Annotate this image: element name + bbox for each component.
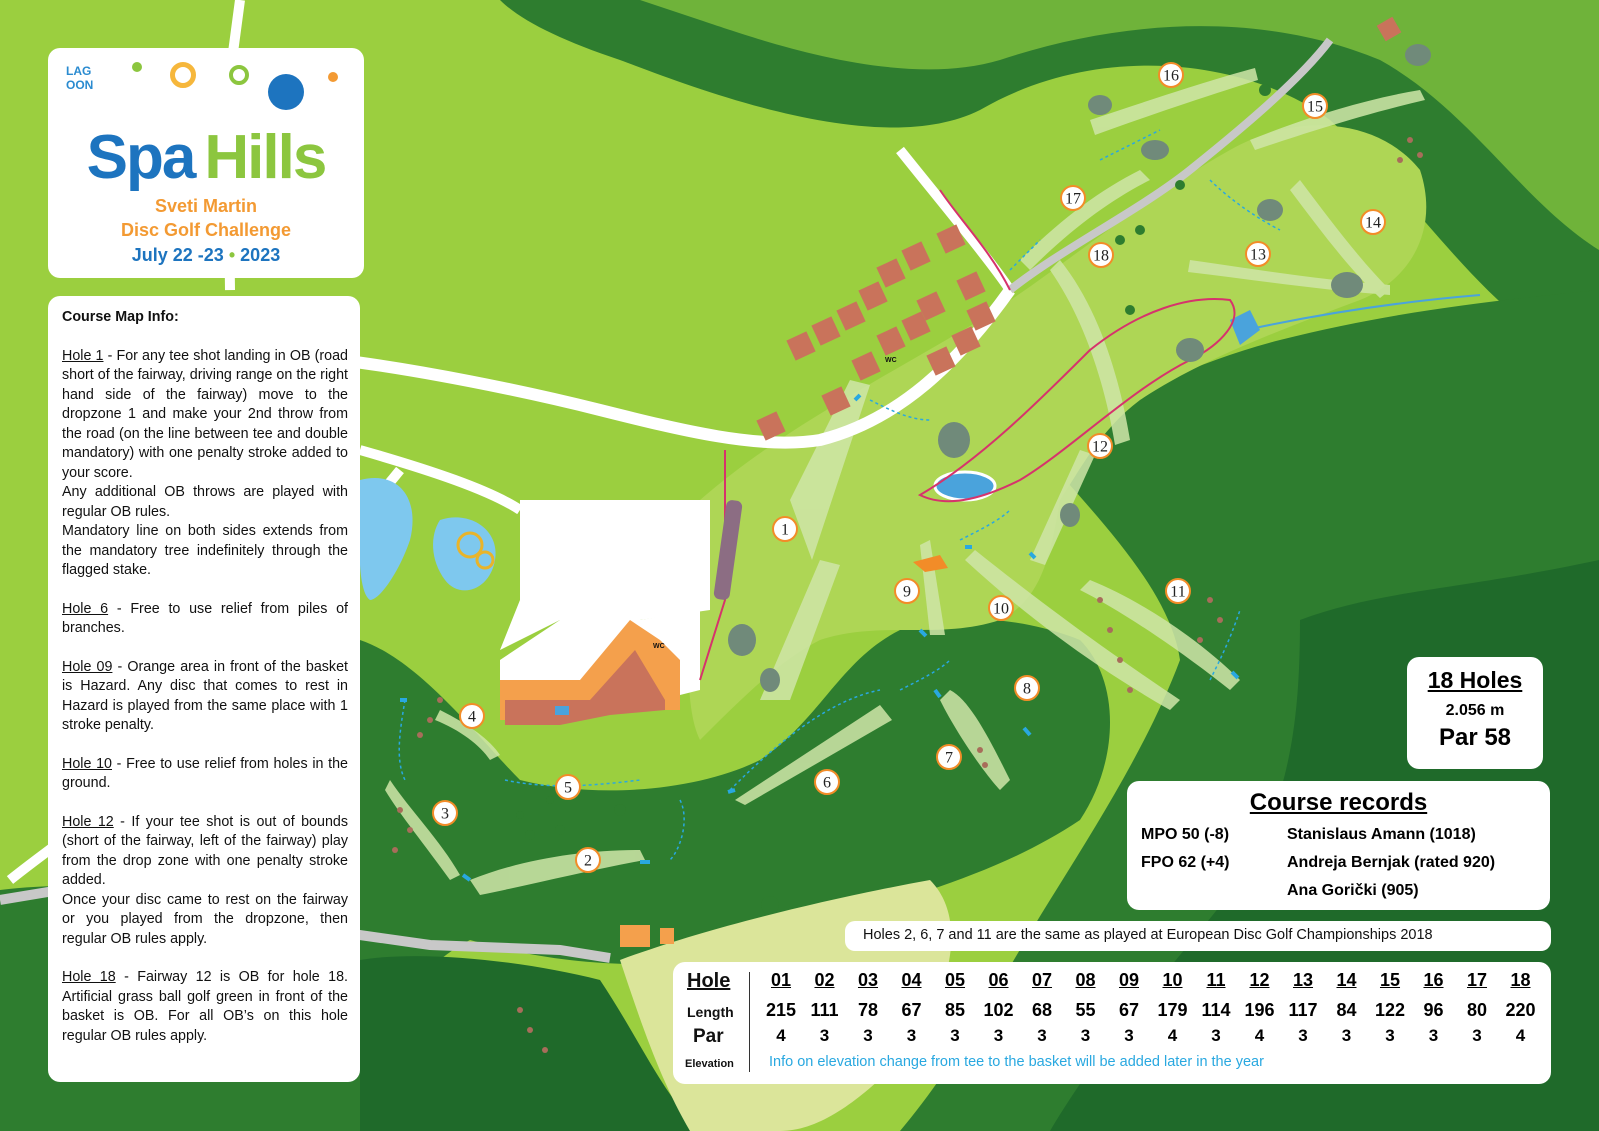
hole-marker-4 — [460, 704, 484, 728]
record-player: Ana Gorički (905) — [1287, 882, 1419, 899]
scorecard-hole-cell: 16 — [1423, 970, 1444, 990]
event-title — [48, 122, 364, 193]
scorecard-hole-cell: 04 — [901, 970, 922, 990]
hole-marker-label: 1 — [781, 521, 789, 539]
course-summary-card — [1407, 657, 1543, 769]
scorecard-hole-cell: 13 — [1292, 970, 1314, 990]
date-range: July 22 -23 — [131, 245, 224, 265]
rule-text: - For any tee shot landing in OB (road short of the fairway, driving range on the right hand side of the fairway) move to the dropzone 1 and make your 2nd throw from the road (on the line between tee and double mandatory) with one penalty stroke added to your score. — [62, 347, 348, 481]
hole-marker-8 — [1015, 676, 1039, 700]
championship-note — [845, 921, 1551, 951]
course-info — [62, 308, 348, 1065]
record-player: Andreja Bernjak (rated 920) — [1287, 854, 1496, 871]
rule-text: - Fairway 12 is OB for hole 18. Artificial grass ball golf green in front of the basket is OB. For all OB’s on this hole regular OB rules apply. — [62, 969, 348, 1044]
subtitle-event: Disc Golf Challenge — [120, 220, 292, 240]
hole-marker-6 — [815, 770, 839, 794]
hole-marker-label: 11 — [1170, 583, 1186, 601]
rule-extra: Once your disc came to rest on the fairway or you played from the dropzone, then regular OB rules apply. — [62, 891, 348, 947]
scorecard-length-cell: 111 — [810, 1000, 839, 1020]
scorecard-length-cell: 196 — [1244, 1000, 1275, 1020]
course-info-card — [48, 296, 360, 1082]
scorecard-length-cell: 117 — [1288, 1000, 1318, 1020]
lagoon-logo — [66, 64, 93, 92]
rule-item — [62, 600, 348, 639]
course-par: Par 58 — [1438, 724, 1512, 751]
hole-marker-11 — [1166, 579, 1190, 603]
scorecard-length-cell: 78 — [857, 1000, 879, 1020]
scorecard-length-cell: 220 — [1505, 1000, 1536, 1020]
hole-marker-14 — [1361, 210, 1385, 234]
scorecard-hole-cell: 11 — [1206, 970, 1226, 990]
hole-marker-label: 15 — [1307, 98, 1323, 116]
rule-label: Hole 09 — [62, 658, 113, 675]
scorecard-hole-cell: 03 — [857, 970, 879, 990]
hole-marker-label: 6 — [823, 774, 831, 792]
decor-dot — [268, 74, 304, 110]
rule-label: Hole 18 — [62, 969, 116, 985]
scorecard-hole-cell: 06 — [988, 970, 1009, 990]
hole-marker-7 — [937, 745, 961, 769]
hole-marker-label: 3 — [441, 805, 449, 823]
rule-item — [62, 347, 348, 581]
scorecard-par-cell: 3 — [1385, 1026, 1395, 1045]
scorecard-hole-cell: 08 — [1075, 970, 1096, 990]
scorecard-par-cell: 4 — [1167, 1026, 1178, 1045]
scorecard-par-cell: 4 — [1254, 1026, 1265, 1045]
pond — [935, 472, 995, 500]
course-length: 2.056 m — [1445, 702, 1505, 719]
hole-marker-9 — [895, 579, 919, 603]
rule-text: - Free to use relief from holes in the ground. — [62, 755, 349, 791]
hole-marker-label: 9 — [903, 583, 911, 601]
rule-item — [62, 755, 348, 794]
hole-marker-label: 10 — [993, 600, 1009, 618]
rule-label: Hole 6 — [62, 600, 109, 617]
decor-dot — [132, 62, 142, 72]
scorecard-hole-cell: 15 — [1379, 970, 1401, 990]
scorecard-par-cell: 3 — [950, 1026, 960, 1045]
scorecard-hole-cell: 12 — [1249, 970, 1270, 990]
hole-marker-18 — [1089, 243, 1113, 267]
decor-ring — [170, 62, 196, 88]
scorecard-length-cell: 67 — [901, 1000, 922, 1020]
hole-marker-label: 2 — [584, 852, 592, 870]
rule-text: - Orange area in front of the basket is Hazard. Any disc that comes to rest in Hazard is played from the same place with 1 stroke penalty. — [62, 658, 349, 733]
scorecard-hole-cell: 01 — [770, 970, 792, 990]
hole-marker-label: 14 — [1365, 214, 1381, 232]
hole-marker-label: 4 — [468, 708, 476, 726]
hole-marker-12 — [1088, 434, 1112, 458]
hole-marker-5 — [556, 775, 580, 799]
hole-marker-label: 17 — [1065, 190, 1081, 208]
wc-label: WC — [885, 357, 897, 364]
scorecard-par-cell: 3 — [1428, 1026, 1439, 1045]
scorecard-table — [673, 962, 1551, 1084]
scorecard-par-cell: 3 — [906, 1026, 917, 1045]
scorecard-par-cell: 3 — [1211, 1026, 1221, 1045]
info-heading: Course Map Info: — [62, 309, 179, 325]
scorecard-length-cell: 55 — [1075, 1000, 1096, 1020]
logo-line1: LAG — [66, 64, 92, 78]
title-hills: Hills — [204, 123, 326, 192]
scorecard-par-cell: 3 — [1298, 1026, 1308, 1045]
title-card — [48, 48, 364, 278]
hole-marker-label: 18 — [1093, 247, 1109, 265]
rule-item — [62, 968, 348, 1046]
records-title: Course records — [1249, 789, 1428, 816]
par-row-label: Par — [693, 1026, 724, 1047]
elevation-row-label: Elevation — [685, 1058, 734, 1070]
hole-marker-label: 7 — [945, 749, 953, 767]
table-divider — [749, 972, 750, 1072]
scorecard-hole-cell: 18 — [1510, 970, 1531, 990]
decor-dot — [328, 72, 338, 82]
scorecard-hole-cell: 05 — [944, 970, 966, 990]
hole-marker-label: 12 — [1092, 438, 1108, 456]
hole-marker-3 — [433, 801, 457, 825]
event-date — [48, 245, 364, 266]
rule-label: Hole 10 — [62, 755, 112, 772]
course-records-card — [1127, 781, 1550, 910]
scorecard-length-cell: 80 — [1466, 1000, 1488, 1020]
scorecard-hole-cell: 17 — [1466, 970, 1488, 990]
scorecard-par-cell: 4 — [776, 1026, 786, 1045]
rules-list — [62, 347, 348, 1047]
hole-marker-17 — [1061, 186, 1085, 210]
record-division: FPO 62 (+4) — [1141, 854, 1230, 871]
hole-marker-label: 5 — [564, 779, 572, 797]
decor-ring — [229, 65, 249, 85]
rule-item — [62, 813, 348, 950]
hole-marker-10 — [989, 596, 1013, 620]
rule-extra: Any additional OB throws are played with regular OB rules. — [62, 484, 348, 520]
hole-row-label: Hole — [687, 970, 731, 992]
scorecard-hole-cell: 02 — [814, 970, 835, 990]
hole-marker-label: 8 — [1023, 680, 1031, 698]
date-separator-icon: • — [228, 245, 236, 265]
scorecard-par-cell: 3 — [863, 1026, 873, 1045]
title-spa: Spa — [86, 123, 195, 192]
scorecard-hole-cell: 10 — [1162, 970, 1183, 990]
scorecard-length-cell: 96 — [1423, 1000, 1444, 1020]
wc-label: WC — [653, 643, 665, 650]
scorecard-length-cell: 67 — [1118, 1000, 1140, 1020]
hole-marker-15 — [1303, 94, 1327, 118]
scorecard-length-cell: 84 — [1336, 1000, 1357, 1020]
rule-text: - Free to use relief from piles of branches. — [62, 600, 348, 636]
scorecard-par-cell: 3 — [1472, 1026, 1482, 1045]
elevation-note: Info on elevation change from tee to the basket will be added later in the year — [769, 1054, 1264, 1070]
scorecard-par-cell: 3 — [1341, 1026, 1352, 1045]
scorecard-length-cell: 85 — [944, 1000, 966, 1020]
scorecard-length-cell: 102 — [983, 1000, 1014, 1020]
scorecard-par-cell: 3 — [819, 1026, 830, 1045]
note-text: Holes 2, 6, 7 and 11 are the same as played at European Disc Golf Championships 2018 — [863, 927, 1433, 943]
hole-marker-2 — [576, 848, 600, 872]
rule-text: - If your tee shot is out of bounds (short of the fairway, left of the fairway) play from the drop zone with one penalty stroke added. — [62, 813, 348, 888]
scorecard-par-cell: 3 — [1080, 1026, 1091, 1045]
date-year: 2023 — [240, 245, 281, 265]
record-division: MPO 50 (-8) — [1141, 826, 1230, 843]
holes-count: 18 Holes — [1427, 667, 1523, 693]
scorecard-hole-cell: 14 — [1336, 970, 1357, 990]
subtitle-location: Sveti Martin — [154, 196, 258, 216]
length-row-label: Length — [687, 1004, 734, 1020]
scorecard-length-cell: 68 — [1031, 1000, 1053, 1020]
scorecard-par-cell: 3 — [993, 1026, 1004, 1045]
rule-label: Hole 12 — [62, 813, 114, 830]
logo-line2: OON — [66, 78, 94, 92]
scorecard-length-cell: 179 — [1157, 1000, 1188, 1020]
hole-marker-1 — [773, 517, 797, 541]
scorecard-par-cell: 4 — [1515, 1026, 1526, 1045]
scorecard-length-cell: 114 — [1201, 1000, 1231, 1020]
scorecard-hole-cell: 07 — [1031, 970, 1053, 990]
scorecard-length-cell: 215 — [765, 1000, 797, 1020]
hole-marker-16 — [1159, 63, 1183, 87]
rule-item — [62, 658, 348, 736]
scorecard-hole-cell: 09 — [1118, 970, 1140, 990]
scorecard-length-cell: 122 — [1374, 1000, 1406, 1020]
hole-marker-13 — [1246, 242, 1270, 266]
scorecard-par-cell: 3 — [1037, 1026, 1047, 1045]
rule-extra: Mandatory line on both sides extends from the mandatory tree indefinitely through the flagged stake. — [62, 523, 348, 578]
hole-marker-label: 16 — [1163, 67, 1179, 85]
hole-marker-label: 13 — [1250, 246, 1266, 264]
record-player: Stanislaus Amann (1018) — [1287, 826, 1476, 843]
scorecard-par-cell: 3 — [1124, 1026, 1134, 1045]
rule-label: Hole 1 — [62, 347, 104, 364]
